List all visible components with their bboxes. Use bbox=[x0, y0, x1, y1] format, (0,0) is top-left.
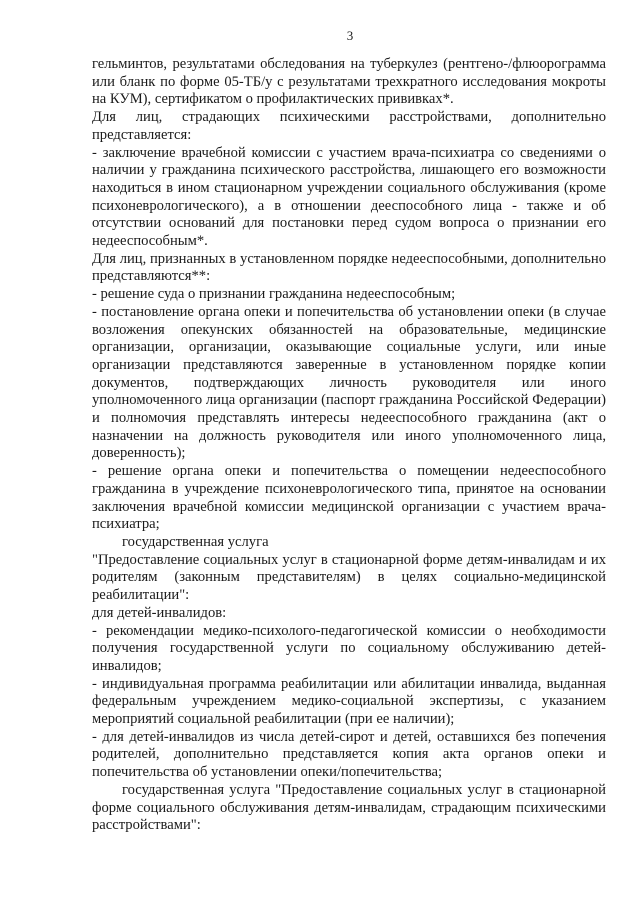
paragraph: - постановление органа опеки и попечительства об установлении опеки (в случае возложения опекунских обязанностей на образовательные, медицинские организации, организации, оказывающие социальные услуги, или иные организации представляются заверенные в установленном порядке копии документов, подтверждающих личность руководителя или иного уполномоченного лица организации (паспорт гражданина Российской Федерации) и полномочия представлять интересы недееспособного гражданина (акт о назначении на должность руководителя или иного уполномоченного лица, доверенность); bbox=[92, 303, 606, 462]
paragraph: - заключение врачебной комиссии с участием врача-психиатра со сведениями о наличии у гражданина психического расстройства, лишающего его возможности находиться в ином стационарном учреждении социального обслуживания (кроме психоневрологического), а в отношении дееспособного лица - также и об отсутствии оснований для постановки перед судом вопроса о признании его недееспособным*. bbox=[92, 144, 606, 250]
paragraph: Для лиц, признанных в установленном порядке недееспособными, дополнительно представляются**: bbox=[92, 250, 606, 285]
page-number: 3 bbox=[346, 28, 354, 43]
paragraph: - рекомендации медико-психолого-педагогической комиссии о необходимости получения государственной услуги по социальному обслуживанию детей-инвалидов; bbox=[92, 622, 606, 674]
paragraph: - решение органа опеки и попечительства о помещении недееспособного гражданина в учреждение психоневрологического типа, принятое на основании заключения врачебной комиссии медицинской организации с участием врача-психиатра; bbox=[92, 463, 606, 533]
paragraph: государственная услуга "Предоставление социальных услуг в стационарной форме социального обслуживания детям-инвалидам, страдающим психическими расстройствами": bbox=[92, 781, 606, 834]
paragraph: "Предоставление социальных услуг в стационарной форме детям-инвалидам и их родителям (законным представителям) в целях социально-медицинской реабилитации": bbox=[92, 551, 606, 604]
paragraph: - для детей-инвалидов из числа детей-сирот и детей, оставшихся без попечения родителей, дополнительно представляется копия акта органов опеки и попечительства об установлении опеки/попечительства; bbox=[92, 728, 606, 781]
paragraph: для детей-инвалидов: bbox=[92, 604, 227, 621]
paragraph: Для лиц, страдающих психическими расстройствами, дополнительно представляется: bbox=[92, 109, 606, 143]
paragraph: - решение суда о признании гражданина недееспособным; bbox=[92, 286, 456, 303]
paragraph: государственная услуга bbox=[122, 533, 269, 550]
document-body bbox=[92, 56, 606, 835]
paragraph: - индивидуальная программа реабилитации или абилитации инвалида, выданная федеральным учреждением медико-социальной экспертизы, с указанием мероприятий социальной реабилитации (при ее наличии); bbox=[92, 675, 606, 728]
paragraph: гельминтов, результатами обследования на туберкулез (рентгено-/флюорограмма или бланк по форме 05-ТБ/у с результатами трехкратного исследования мокроты на КУМ), сертификатом о профилактических прививках*. bbox=[92, 56, 606, 108]
